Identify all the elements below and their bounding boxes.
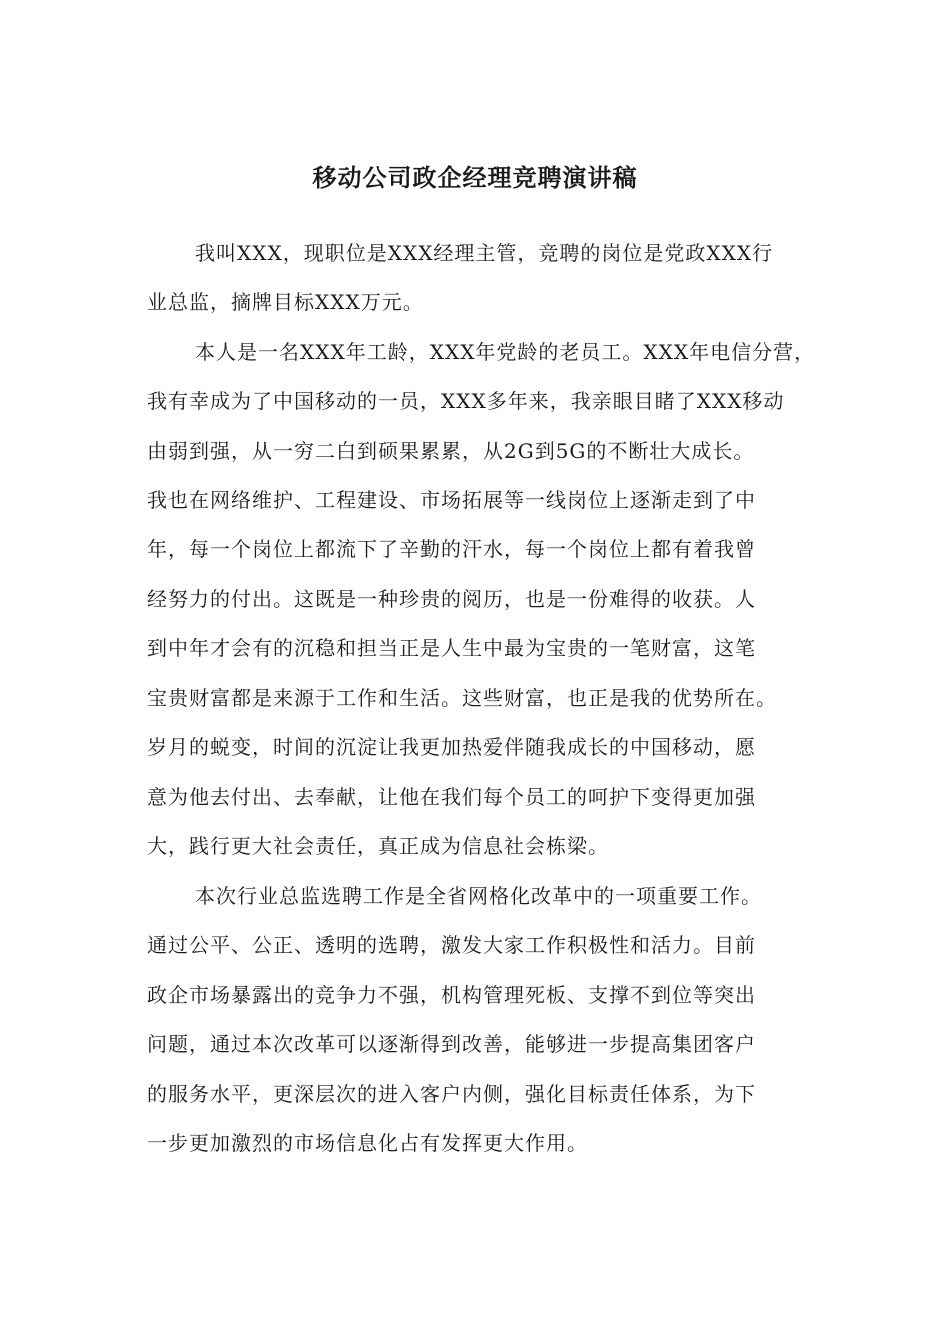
text-line: 我叫XXX，现职位是XXX经理主管，竞聘的岗位是党政XXX行 xyxy=(195,241,774,265)
text-line: 意为他去付出、去奉献，让他在我们每个员工的呵护下变得更加强 xyxy=(147,785,756,809)
text-line: 通过公平、公正、透明的选聘，激发大家工作积极性和活力。目前 xyxy=(147,933,756,957)
text-line: 业总监，摘牌目标XXX万元。 xyxy=(147,290,424,314)
text-line: 一步更加激烈的市场信息化占有发挥更大作用。 xyxy=(147,1131,588,1155)
text-line: 到中年才会有的沉稳和担当正是人生中最为宝贵的一笔财富，这笔 xyxy=(147,636,756,660)
text-line: 我也在网络维护、工程建设、市场拓展等一线岗位上逐渐走到了中 xyxy=(147,488,756,512)
text-line: 我有幸成为了中国移动的一员，XXX多年来，我亲眼目睹了XXX移动 xyxy=(147,389,785,413)
text-line: 经努力的付出。这既是一种珍贵的阅历，也是一份难得的收获。人 xyxy=(147,587,756,611)
text-line: 政企市场暴露出的竞争力不强，机构管理死板、支撑不到位等突出 xyxy=(147,983,756,1007)
text-line: 本人是一名XXX年工龄，XXX年党龄的老员工。XXX年电信分营， xyxy=(195,340,816,364)
text-line: 岁月的蜕变，时间的沉淀让我更加热爱伴随我成长的中国移动，愿 xyxy=(147,735,756,759)
text-line: 年，每一个岗位上都流下了辛勤的汗水，每一个岗位上都有着我曾 xyxy=(147,537,756,561)
text-line: 大，践行更大社会责任，真正成为信息社会栋梁。 xyxy=(147,834,609,858)
text-line: 的服务水平，更深层次的进入客户内侧，强化目标责任体系，为下 xyxy=(147,1082,756,1106)
text-line: 宝贵财富都是来源于工作和生活。这些财富，也正是我的优势所在。 xyxy=(147,686,777,710)
text-line: 本次行业总监选聘工作是全省网格化改革中的一项重要工作。 xyxy=(195,884,762,908)
text-line: 由弱到强，从一穷二白到硕果累累，从2G到5G的不断壮大成长。 xyxy=(147,439,755,463)
text-line: 问题，通过本次改革可以逐渐得到改善，能够进一步提高集团客户 xyxy=(147,1032,756,1056)
document-title: 移动公司政企经理竞聘演讲稿 xyxy=(312,163,638,192)
